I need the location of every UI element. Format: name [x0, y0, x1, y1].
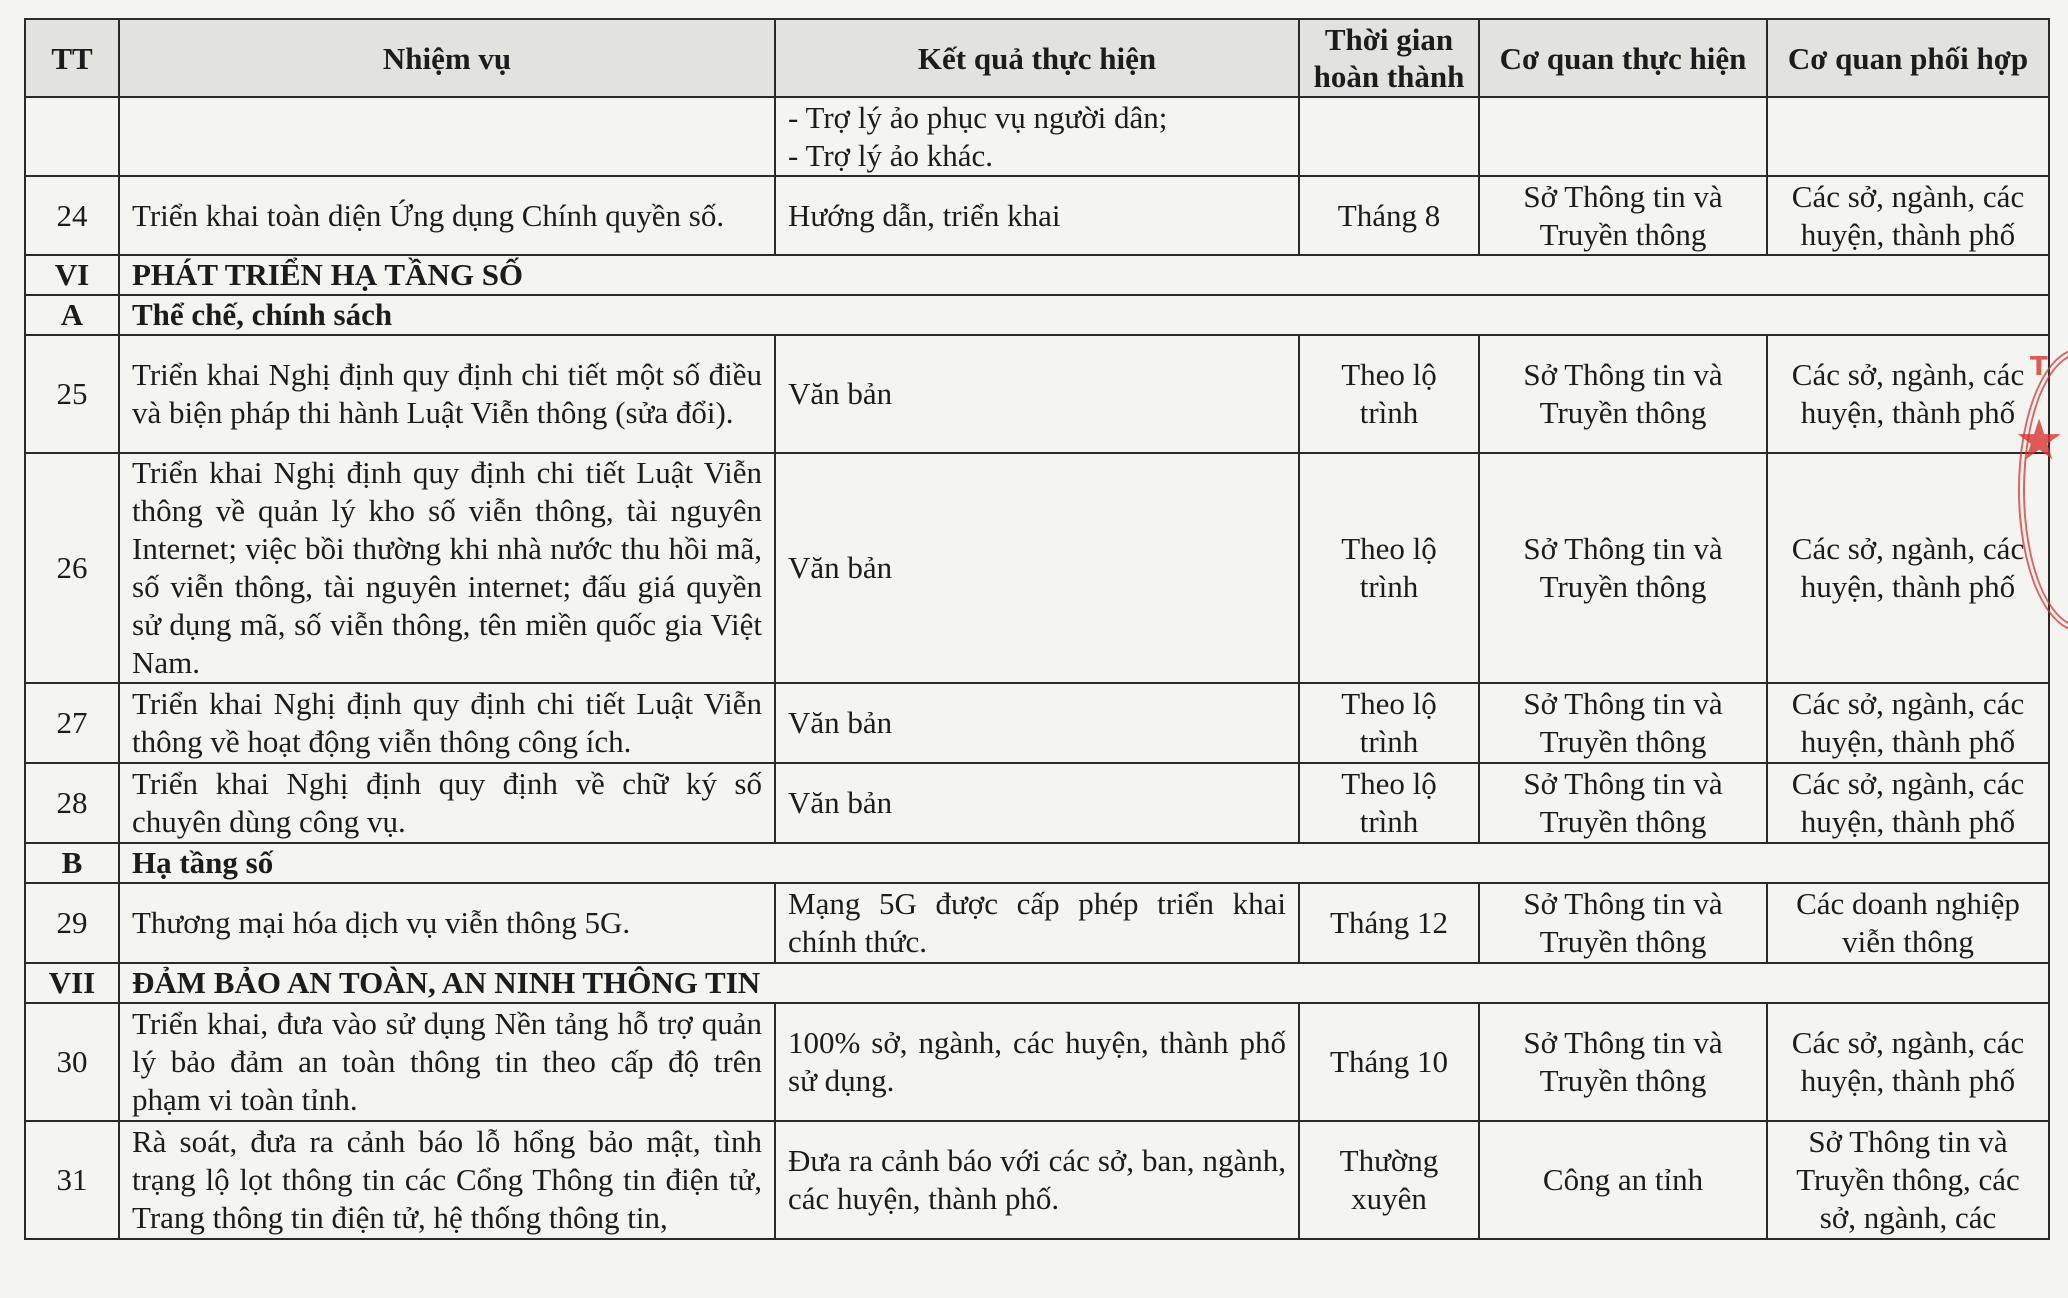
cell-result: [775, 97, 1299, 176]
cell-task: Triển khai Nghị định quy định chi tiết Luật Viễn thông về hoạt động viễn thông công ích.: [119, 683, 775, 763]
cell-task: Triển khai Nghị định quy định chi tiết Luật Viễn thông về quản lý kho số viễn thông, tài nguyên Internet; việc bồi thường khi nhà nước thu hồi mã, số viễn thông, tài nguyên internet; đấu giá quyền sử dụng mã, số viễn thông, tên miền quốc gia Việt Nam.: [119, 453, 775, 683]
cell-result: Văn bản: [775, 335, 1299, 453]
task-plan-table: [24, 18, 2050, 1240]
cell-time: Tháng 8: [1299, 176, 1479, 255]
cell-result: Văn bản: [775, 683, 1299, 763]
cell-lead: Sở Thông tin và Truyền thông: [1479, 763, 1767, 843]
cell-result: Văn bản: [775, 453, 1299, 683]
cell-coop: Các doanh nghiệp viễn thông: [1767, 883, 2049, 963]
section-title: ĐẢM BẢO AN TOÀN, AN NINH THÔNG TIN: [119, 963, 2049, 1003]
cell-coop: Các sở, ngành, các huyện, thành phố: [1767, 763, 2049, 843]
section-title: Hạ tầng số: [119, 843, 2049, 883]
section-code: A: [25, 295, 119, 335]
cell-coop: Sở Thông tin và Truyền thông, các sở, ngành, các: [1767, 1121, 2049, 1239]
cell-result: Đưa ra cảnh báo với các sở, ban, ngành, các huyện, thành phố.: [775, 1121, 1299, 1239]
section-row-vii: [25, 963, 2049, 1003]
cell-tt: 26: [25, 453, 119, 683]
star-icon: ★: [2014, 408, 2065, 473]
cell-tt: 31: [25, 1121, 119, 1239]
cell-time: [1299, 97, 1479, 176]
cell-lead: Sở Thông tin và Truyền thông: [1479, 176, 1767, 255]
header-row: [25, 19, 2049, 97]
table-row-26: [25, 453, 2049, 683]
cell-coop: Các sở, ngành, các huyện, thành phố: [1767, 453, 2049, 683]
cell-time: Tháng 10: [1299, 1003, 1479, 1121]
cell-coop: Các sở, ngành, các huyện, thành phố: [1767, 176, 2049, 255]
cell-coop: Các sở, ngành, các huyện, thành phố: [1767, 1003, 2049, 1121]
stamp-fragment: T: [2030, 352, 2048, 382]
section-row-b: [25, 843, 2049, 883]
header-time-line1: Thời gian: [1324, 22, 1454, 57]
section-row-vi: [25, 255, 2049, 295]
cell-task: Triển khai Nghị định quy định chi tiết một số điều và biện pháp thi hành Luật Viễn thông (sửa đổi).: [119, 335, 775, 453]
header-task: Nhiệm vụ: [119, 19, 775, 97]
section-code: B: [25, 843, 119, 883]
cell-task: Rà soát, đưa ra cảnh báo lỗ hổng bảo mật, tình trạng lộ lọt thông tin các Cổng Thông tin điện tử, Trang thông tin điện tử, hệ thống thông tin,: [119, 1121, 775, 1239]
header-time: [1299, 19, 1479, 97]
section-title: PHÁT TRIỂN HẠ TẦNG SỐ: [119, 255, 2049, 295]
section-code: VI: [25, 255, 119, 295]
cell-task: Triển khai, đưa vào sử dụng Nền tảng hỗ trợ quản lý bảo đảm an toàn thông tin theo cấp độ trên phạm vi toàn tỉnh.: [119, 1003, 775, 1121]
cell-coop: Các sở, ngành, các huyện, thành phố: [1767, 335, 2049, 453]
table-row-25: [25, 335, 2049, 453]
table-row-24: [25, 176, 2049, 255]
cell-time: Thường xuyên: [1299, 1121, 1479, 1239]
header-result: Kết quả thực hiện: [775, 19, 1299, 97]
cell-time: Theo lộ trình: [1299, 453, 1479, 683]
header-lead: Cơ quan thực hiện: [1479, 19, 1767, 97]
cell-lead: [1479, 97, 1767, 176]
cell-task: Triển khai toàn diện Ứng dụng Chính quyền số.: [119, 176, 775, 255]
cell-tt: [25, 97, 119, 176]
header-tt: TT: [25, 19, 119, 97]
cell-result: Hướng dẫn, triển khai: [775, 176, 1299, 255]
cell-lead: Sở Thông tin và Truyền thông: [1479, 1003, 1767, 1121]
cell-lead: Sở Thông tin và Truyền thông: [1479, 883, 1767, 963]
cell-tt: 29: [25, 883, 119, 963]
cell-lead: Sở Thông tin và Truyền thông: [1479, 335, 1767, 453]
table-row-29: [25, 883, 2049, 963]
cell-tt: 28: [25, 763, 119, 843]
cell-task: [119, 97, 775, 176]
result-line: - Trợ lý ảo khác.: [788, 137, 993, 173]
table-row-31: [25, 1121, 2049, 1239]
table-row-continued: [25, 97, 2049, 176]
cell-coop: Các sở, ngành, các huyện, thành phố: [1767, 683, 2049, 763]
cell-result: Văn bản: [775, 763, 1299, 843]
cell-time: Theo lộ trình: [1299, 335, 1479, 453]
cell-tt: 27: [25, 683, 119, 763]
cell-lead: Sở Thông tin và Truyền thông: [1479, 683, 1767, 763]
cell-lead: Sở Thông tin và Truyền thông: [1479, 453, 1767, 683]
cell-tt: 30: [25, 1003, 119, 1121]
cell-time: Theo lộ trình: [1299, 763, 1479, 843]
cell-time: Theo lộ trình: [1299, 683, 1479, 763]
cell-task: Triển khai Nghị định quy định về chữ ký số chuyên dùng công vụ.: [119, 763, 775, 843]
cell-tt: 25: [25, 335, 119, 453]
result-line: - Trợ lý ảo phục vụ người dân;: [788, 99, 1168, 135]
cell-tt: 24: [25, 176, 119, 255]
cell-time: Tháng 12: [1299, 883, 1479, 963]
header-coop: Cơ quan phối hợp: [1767, 19, 2049, 97]
cell-coop: [1767, 97, 2049, 176]
table-row-28: [25, 763, 2049, 843]
table-row-27: [25, 683, 2049, 763]
section-title: Thể chế, chính sách: [119, 295, 2049, 335]
cell-result: 100% sở, ngành, các huyện, thành phố sử dụng.: [775, 1003, 1299, 1121]
table-row-30: [25, 1003, 2049, 1121]
cell-result: Mạng 5G được cấp phép triển khai chính thức.: [775, 883, 1299, 963]
cell-lead: Công an tỉnh: [1479, 1121, 1767, 1239]
section-code: VII: [25, 963, 119, 1003]
section-row-a: [25, 295, 2049, 335]
header-time-line2: hoàn thành: [1313, 59, 1465, 94]
document-page: [24, 18, 2050, 1240]
cell-task: Thương mại hóa dịch vụ viễn thông 5G.: [119, 883, 775, 963]
